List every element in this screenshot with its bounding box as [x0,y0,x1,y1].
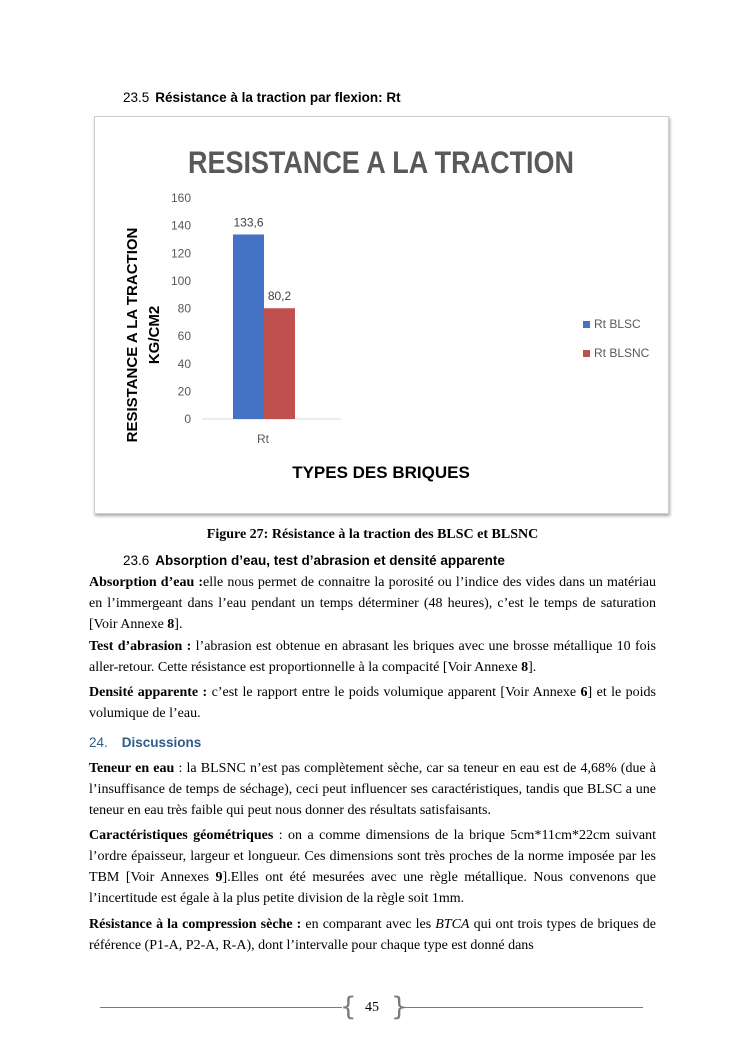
y-tick-label: 60 [177,329,191,344]
x-axis-label: TYPES DES BRIQUES [292,463,470,482]
term-geometrie: Caractéristiques géométriques [89,828,274,843]
legend-swatch [583,321,590,328]
annex-ref: 6 [580,685,588,700]
section-number: 24. [89,735,108,750]
bar-rt-blsnc [264,308,295,419]
annex-ref: 9 [215,870,223,885]
section-heading-23-6 [123,553,505,568]
legend-label: Rt BLSNC [594,346,650,360]
section-title: Résistance à la traction par flexion: Rt [155,90,401,105]
y-axis-label-line2: KG/CM2 [146,305,163,365]
y-tick-label: 0 [184,412,191,426]
y-tick-label: 120 [170,246,191,261]
bar-data-label: 80,2 [267,289,292,304]
text: ].Elles ont été mesurées avec une règle métallique. Nous convenons que l’incertitude est égale à la plus petite division de la règle soit 1mm. [89,870,656,906]
term-teneur: Teneur en eau [89,761,175,776]
text: l’abrasion est obtenue en abrasant les briques avec une brosse métallique 10 fois aller-retour. Cette résistance est proportionnelle à la compacité [Voir Annexe [89,639,656,675]
section-title: Absorption d’eau, test d’abrasion et densité apparente [155,553,505,568]
bar-data-label: 133,6 [233,215,264,230]
section-heading-24 [89,735,201,750]
y-axis-label-line1: RESISTANCE A LA TRACTION [124,227,141,443]
paragraph-abrasion [89,636,656,678]
text: ]. [174,617,183,632]
legend-swatch [583,350,590,357]
footer-rule-left [100,1007,342,1008]
text: qui ont trois types de briques de référence (P1-A, P2-A, R-A), dont l’intervalle pour chaque type est donné dans [89,917,656,953]
section-number: 23.6 [123,553,150,568]
text: : la BLSNC n’est pas complètement sèche, car sa teneur en eau est de 4,68% (due à l’insuffisance de temps de séchage), ceci peut influencer ses caractéristiques, tandis que BLSC a une teneur en eau très faible qui peut nous donner des résultats satisfaisants. [89,761,657,818]
y-tick-label: 100 [170,273,191,288]
y-tick-label: 160 [170,191,191,205]
paragraph-compression [89,914,656,956]
chart-legend [583,317,650,360]
y-tick-label: 20 [177,384,191,399]
chart-title: RESISTANCE A LA TRACTION [188,146,574,181]
footer-bracket-right: } [391,992,408,1022]
section-title: Discussions [121,735,202,750]
page-number: 45 [365,1000,379,1015]
annex-ref: 8 [167,617,175,632]
paragraph-absorption [89,572,656,635]
paragraph-teneur [89,758,656,821]
term-densite: Densité apparente : [89,685,208,700]
footer-bracket-left: { [340,992,357,1022]
text: ]. [528,660,537,675]
y-tick-label: 140 [170,218,191,233]
annex-ref: 8 [521,660,529,675]
text: en comparant avec les [301,917,436,932]
term-absorption: Absorption d’eau : [89,575,204,590]
text: c’est le rapport entre le poids volumique apparent [Voir Annexe [207,685,581,700]
text: : on a comme dimensions de la brique 5cm*11cm*22cm suivant l’ordre épaisseur, largeur et longueur. Ces dimensions sont très proches de la norme imposée par les TBM [Voir Annexes [89,828,657,885]
text: ] et le poids volumique de l’eau. [89,685,656,721]
footer-rule-right [400,1007,643,1008]
y-tick-label: 40 [177,356,191,371]
section-number: 23.5 [123,90,150,105]
legend-label: Rt BLSC [594,317,641,331]
bar-rt-blsc [233,234,264,419]
term-abrasion: Test d’abrasion : [89,639,192,654]
term-compression: Résistance à la compression sèche : [89,917,302,932]
x-tick-label: Rt [257,432,269,446]
text: elle nous permet de connaitre la porosité ou l’indice des vides dans un matériau en l’immergeant dans l’eau pendant un temps déterminer (48 heures), c’est le temps de saturation [Voir Annexe [89,575,657,632]
paragraph-densite [89,682,656,724]
section-heading-23-5 [123,90,401,105]
chart-canvas [95,117,668,513]
paragraph-geometrie [89,825,656,909]
y-tick-label: 80 [177,301,191,316]
figure-caption: Figure 27: Résistance à la traction des BLSC et BLSNC [206,527,539,542]
text-italic: BTCA [435,917,470,932]
tensile-strength-chart [94,116,669,514]
